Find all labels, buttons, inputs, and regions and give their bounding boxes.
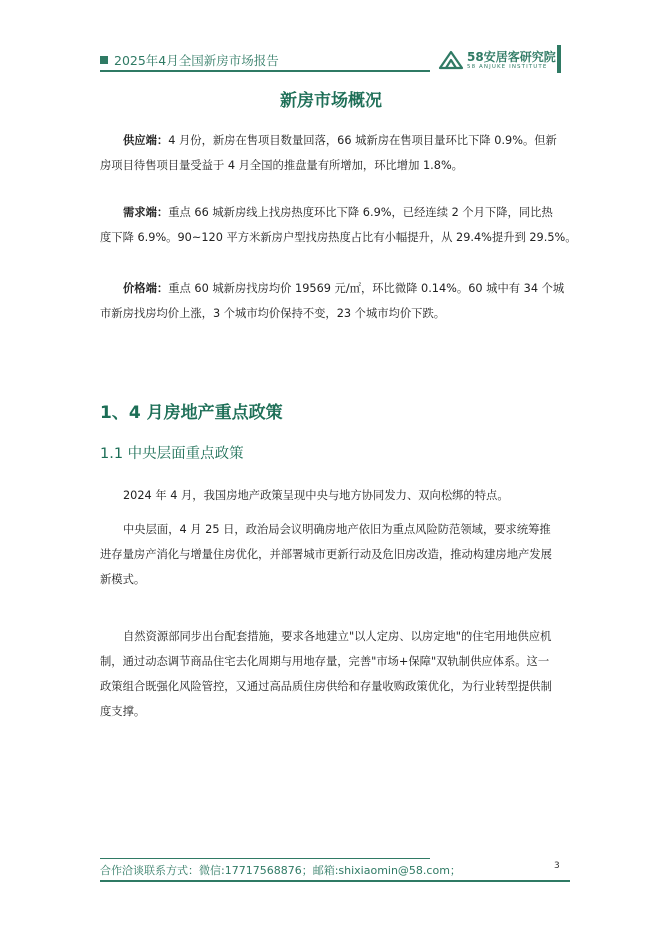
- price-line-1: [100, 276, 570, 301]
- policy-p2-line-3: 新模式。: [100, 573, 146, 586]
- supply-paragraph: [100, 128, 570, 178]
- logo-name-cn: 58安居客研究院: [467, 50, 556, 64]
- section-heading: 1、4 月房地产重点政策: [100, 403, 283, 423]
- logo-name-en: 58 ANJUKE INSTITUTE: [467, 64, 548, 70]
- demand-line-1: [100, 200, 570, 225]
- page-number: 3: [554, 861, 560, 871]
- price-paragraph: [100, 276, 570, 326]
- overview-heading: 新房市场概况: [280, 91, 382, 111]
- policy-p3-line-4: 度支撑。: [100, 705, 146, 718]
- header-rule: [100, 70, 430, 72]
- supply-line-2: 房项目待售项目量受益于 4 月全国的推盘量有所增加，环比增加 1.8%。: [100, 159, 463, 172]
- supply-line-1: [100, 128, 570, 153]
- policy-paragraph-3: [100, 624, 570, 724]
- logo: [438, 48, 563, 76]
- demand-line-2: 度下降 6.9%。90~120 平方米新房户型找房热度占比有小幅提升，从 29.4%提升到 29.5%。: [100, 231, 577, 244]
- square-bullet-icon: [100, 56, 108, 64]
- header-side-bar: [557, 45, 561, 73]
- supply-label: 供应端：: [123, 134, 169, 147]
- policy-p3-line-1: 自然资源部同步出台配套措施，要求各地建立"以人定房、以房定地"的住宅用地供应机: [123, 630, 552, 643]
- demand-text-1: 重点 66 城新房线上找房热度环比下降 6.9%，已经连续 2 个月下降，同比热: [168, 206, 553, 219]
- price-text-1: 重点 60 城新房找房均价 19569 元/㎡，环比微降 0.14%。60 城中有 34 个城: [168, 282, 565, 295]
- policy-p3-line-3: 政策组合既强化风险管控，又通过高品质住房供给和存量收购政策优化，为行业转型提供制: [100, 680, 552, 693]
- policy-p2-line-1: 中央层面，4 月 25 日，政治局会议明确房地产依旧为重点风险防范领域，要求统筹推: [123, 523, 551, 536]
- demand-paragraph: [100, 200, 577, 250]
- page-header: [0, 0, 662, 80]
- policy-p1-line: 2024 年 4 月，我国房地产政策呈现中央与地方协同发力、双向松绑的特点。: [123, 489, 509, 502]
- report-title: [100, 51, 279, 69]
- supply-text-1: 4 月份，新房在售项目数量回落，66 城新房在售项目量环比下降 0.9%。但新: [168, 134, 557, 147]
- price-line-2: 市新房找房均价上涨，3 个城市均价保持不变，23 个城市均价下跌。: [100, 307, 446, 320]
- subsection-heading: 1.1 中央层面重点政策: [100, 446, 244, 462]
- policy-p2-line-2: 进存量房产消化与增量住房优化，并部署城市更新行动及危旧房改造，推动构建房地产发展: [100, 548, 552, 561]
- demand-label: 需求端：: [123, 206, 169, 219]
- price-label: 价格端：: [123, 282, 169, 295]
- report-title-text: 2025年4月全国新房市场报告: [114, 53, 279, 68]
- policy-paragraph-2: [100, 517, 570, 592]
- footer-rule-top: [100, 858, 430, 859]
- footer-rule-bottom: [100, 880, 570, 882]
- policy-paragraph-1: [100, 483, 570, 508]
- footer-contact: 合作洽谈联系方式：微信:17717568876；邮箱:shixiaomin@58.com；: [100, 864, 461, 877]
- policy-p3-line-2: 制，通过动态调节商品住宅去化周期与用地存量，完善"市场+保障"双轨制供应体系。这一: [100, 655, 550, 668]
- logo-house-icon: [438, 48, 464, 72]
